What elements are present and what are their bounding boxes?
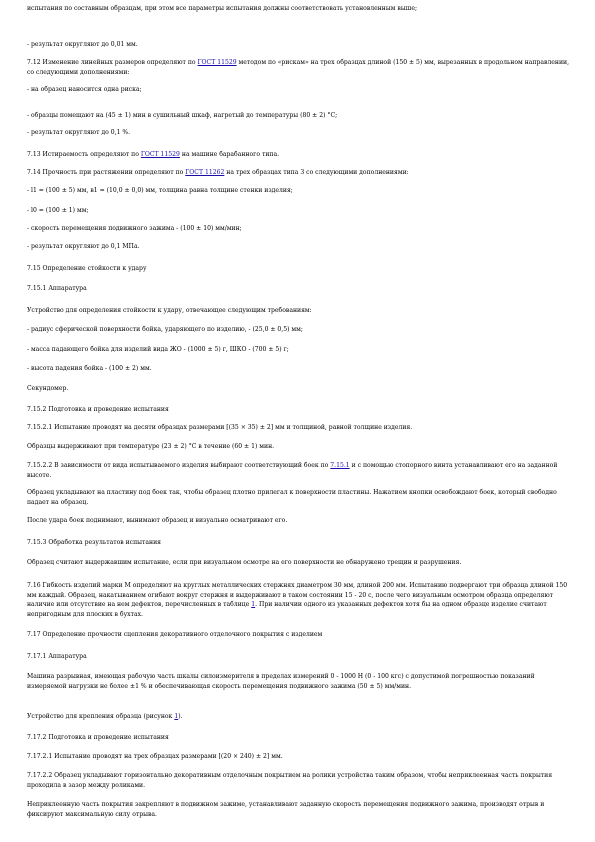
- paragraph-text: 7.17 Определение прочности сцепления декоративного отделочного покрытия с изделием: [27, 631, 323, 638]
- paragraph: [27, 168, 572, 178]
- paragraph-text: - высота падения бойка - (100 ± 2) мм.: [27, 365, 152, 372]
- paragraph-text: Машина разрывная, имеющая рабочую часть шкалы силоизмерителя в пределах измерений 0 - 1000 Н (0 - 100 кгс) с допустимой погрешностью показаний измеряемой нагрузки не более ±1 % и обеспечивающая скорость перемещения подвижного зажима (50 ± 5) мм/мин.: [27, 673, 537, 690]
- paragraph-text: 7.14 Прочность при растяжении определяют по: [27, 169, 186, 176]
- paragraph-text: Секундомер.: [27, 385, 69, 392]
- paragraph: [27, 771, 572, 790]
- paragraph: [27, 345, 572, 355]
- paragraph: [27, 652, 572, 662]
- paragraph-text: 7.15.2 Подготовка и проведение испытания: [27, 406, 169, 413]
- paragraph-text: ).: [178, 713, 183, 720]
- paragraph: [27, 800, 572, 819]
- paragraph-text: После удара боек поднимают, вынимают образец и визуально осматривают его.: [27, 517, 288, 524]
- paragraph: [27, 264, 572, 274]
- paragraph: [27, 558, 572, 568]
- paragraph: [27, 630, 572, 640]
- paragraph: [27, 364, 572, 374]
- paragraph-text: - на образец наносится одна риска;: [27, 86, 142, 93]
- paragraph: [27, 488, 572, 507]
- paragraph: [27, 224, 572, 234]
- paragraph-text: методом по «рискам» на трех образцах длиной (150 ± 5) мм, вырезанных в продольном направлении, со следующими дополнениями:: [27, 59, 571, 76]
- paragraph-text: 7.17.1 Аппаратура: [27, 653, 87, 660]
- paragraph-text: 7.15.2.2 В зависимости от вида испытываемого изделия выбирают соответствующий боек по: [27, 462, 331, 469]
- paragraph-text: Неприклеенную часть покрытия закрепляют в подвижном зажиме, устанавливают заданную скорость перемещения подвижного зажима, производят отрыв и фиксируют максимальную силу отрыва.: [27, 801, 547, 818]
- paragraph: [27, 752, 572, 762]
- paragraph-text: 7.17.2.2 Образец укладывают горизонтально декоративным отделочным покрытием на ролики устройства таким образом, чтобы неприклеенная часть покрытия проходила в зазор между роликами.: [27, 772, 555, 789]
- reference-link[interactable]: 7.15.1: [330, 462, 350, 469]
- paragraph-text: на машине барабанного типа.: [179, 151, 280, 158]
- paragraph: [27, 150, 572, 160]
- paragraph-text: 7.12 Изменение линейных размеров определяют по: [27, 59, 198, 66]
- paragraph-text: 7.17.2 Подготовка и проведение испытания: [27, 734, 169, 741]
- reference-link[interactable]: 1: [251, 601, 256, 609]
- reference-link[interactable]: 1: [174, 713, 179, 720]
- paragraph-text: Образец считают выдержавшим испытание, если при визуальном осмотре на его поверхности не обнаружено трещин и разрушения.: [27, 559, 462, 566]
- paragraph-text: - скорость перемещения подвижного зажима - (100 ± 10) мм/мин;: [27, 225, 242, 232]
- paragraph: [27, 58, 572, 77]
- paragraph: [27, 461, 572, 480]
- paragraph-text: Образцы выдерживают при температуре (23 ± 2) °С в течение (60 ± 1) мин.: [27, 443, 275, 450]
- paragraph: [27, 284, 572, 294]
- paragraph: [27, 4, 572, 14]
- paragraph: [27, 111, 572, 121]
- paragraph-text: 7.16 Гибкость изделий марки М определяют на круглых металлических стержнях диаметром 30 мм, длиной 200 мм. Испытанию подвергают три образца длиной 150 мм каждый. Образец, накатыванием огибают вокруг стержня и выдерживают в таком состоянии 15 - 20 с, после чего визуальным осмотром образца определяют наличие или отсутствие на нем дефектов, перечисленных в таблице: [27, 582, 570, 609]
- paragraph-text: 7.17.2.1 Испытание проводят на трех образцах размерами [(20 × 240) ± 2] мм.: [27, 753, 283, 760]
- paragraph: [27, 384, 572, 394]
- paragraph-text: - образцы помещают на (45 ± 1) мин в сушильный шкаф, нагретый до температуры (80 ± 2) °С;: [27, 112, 338, 119]
- paragraph-text: . При наличии одного из указанных дефектов хотя бы на одном образце изделие считают непригодным для плоских в бухтах.: [27, 601, 549, 618]
- paragraph-text: Образец укладывают на пластину под боек так, чтобы образец плотно прилегал к поверхности пластины. Нажатием кнопки освобождают боек, который свободно падает на образец.: [27, 489, 559, 506]
- paragraph-text: 7.15.1 Аппаратура: [27, 285, 87, 292]
- paragraph-text: - радиус сферической поверхности бойка, ударяющего по изделию, - (25,0 ± 0,5) мм;: [27, 326, 303, 333]
- paragraph: [27, 128, 572, 138]
- paragraph: [27, 672, 572, 691]
- paragraph-text: испытания по составным образцам, при этом все параметры испытания должны соответствовать установленным выше;: [27, 5, 417, 12]
- paragraph: [27, 733, 572, 743]
- paragraph-text: - результат округляют до 0,01 мм.: [27, 41, 138, 48]
- paragraph: [27, 242, 572, 252]
- paragraph: [27, 186, 572, 196]
- reference-link[interactable]: ГОСТ 11262: [185, 169, 225, 176]
- paragraph-text: - масса падающего бойка для изделий вида ЖО - (1000 ± 5) г, ШКО - (700 ± 5) г;: [27, 346, 289, 353]
- reference-link[interactable]: ГОСТ 11529: [197, 59, 237, 66]
- paragraph: [27, 85, 572, 95]
- paragraph: [27, 442, 572, 452]
- paragraph-text: Устройство для определения стойкости к удару, отвечающее следующим требованиям:: [27, 307, 312, 314]
- paragraph-text: Устройство для крепления образца (рисунок: [27, 713, 175, 720]
- paragraph: [27, 516, 572, 526]
- paragraph-text: - l1 = (100 ± 5) мм, в1 = (10,0 ± 0,0) мм, толщина равна толщине стенки изделия;: [27, 187, 293, 194]
- paragraph: [27, 325, 572, 335]
- paragraph-text: 7.15 Определение стойкости к удару: [27, 265, 147, 272]
- paragraph: [27, 405, 572, 415]
- paragraph-text: - результат округляют до 0,1 %.: [27, 129, 131, 136]
- paragraph: [27, 538, 572, 548]
- paragraph-text: на трех образцах типа 3 со следующими дополнениями:: [224, 169, 409, 176]
- paragraph-text: - l0 = (100 ± 1) мм;: [27, 207, 89, 214]
- paragraph-text: 7.13 Истираемость определяют по: [27, 151, 141, 158]
- paragraph: [27, 306, 572, 316]
- paragraph: [27, 712, 572, 722]
- paragraph: [27, 581, 572, 619]
- paragraph: [27, 40, 572, 50]
- paragraph-text: и с помощью стопорного винта устанавливают его на заданной высоте.: [27, 462, 560, 479]
- paragraph: [27, 206, 572, 216]
- paragraph: [27, 423, 572, 433]
- paragraph-text: 7.15.3 Обработка результатов испытания: [27, 539, 161, 546]
- paragraph-text: 7.15.2.1 Испытание проводят на десяти образцах размерами [(35 × 35) ± 2] мм и толщиной, равной толщине изделия.: [27, 424, 413, 431]
- paragraph-text: - результат округляют до 0,1 МПа.: [27, 243, 140, 250]
- reference-link[interactable]: ГОСТ 11529: [140, 151, 180, 158]
